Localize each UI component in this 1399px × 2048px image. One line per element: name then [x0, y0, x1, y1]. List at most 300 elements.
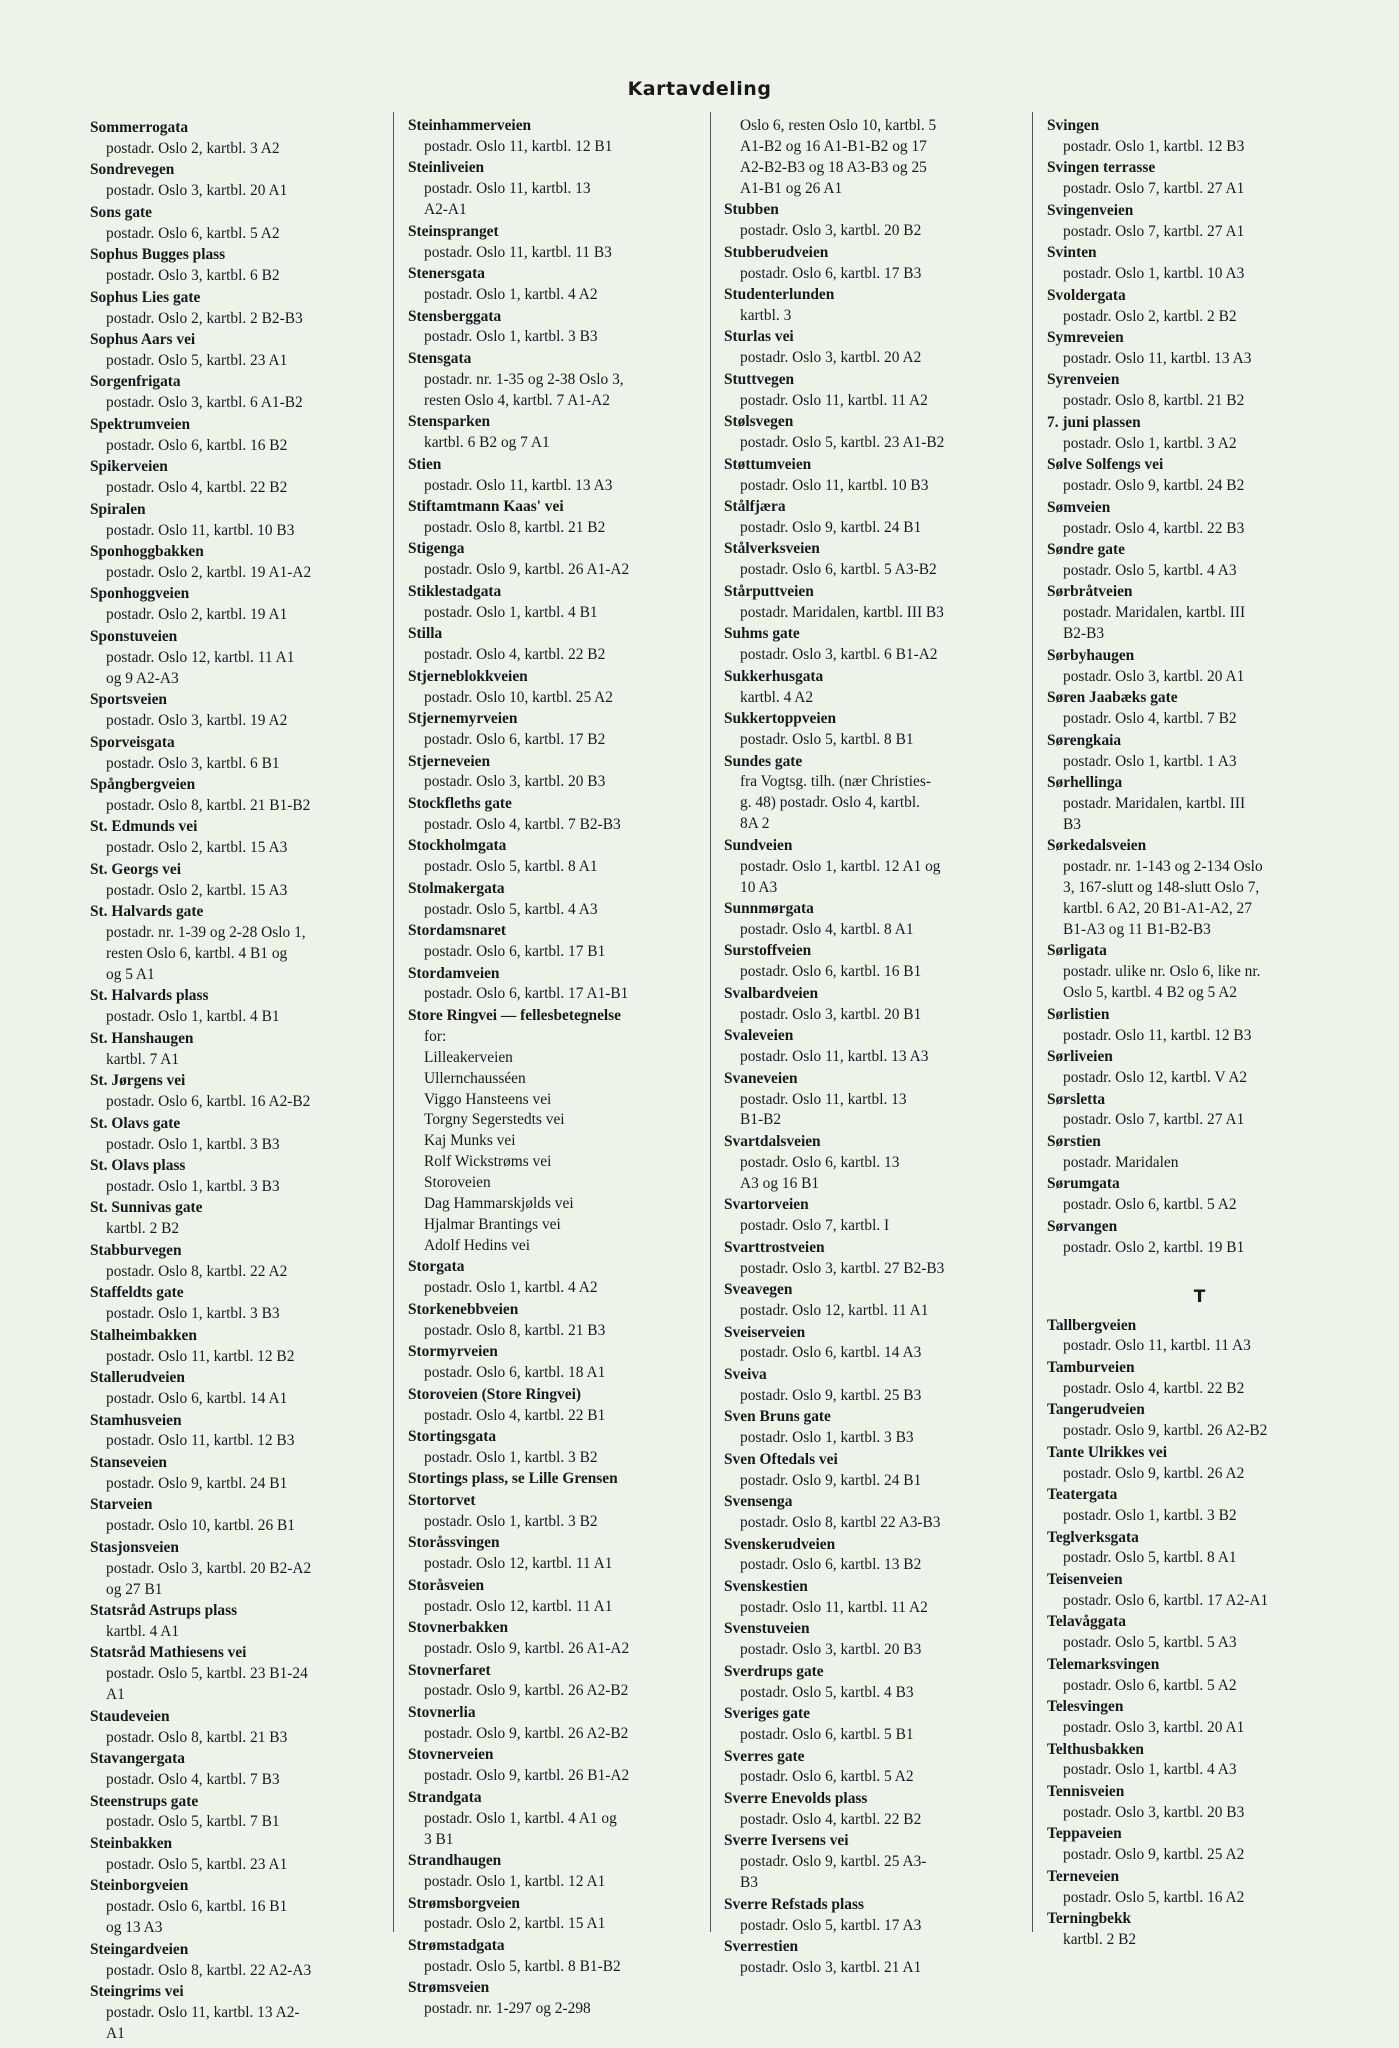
street-address-line: postadr. Oslo 4, kartbl. 22 B2 — [740, 1810, 922, 1828]
street-entry — [1047, 1174, 1352, 1216]
street-entry — [408, 264, 713, 306]
street-entry — [90, 542, 395, 584]
street-address-line: postadr. Maridalen, kartbl. III — [1063, 794, 1246, 812]
street-name: Steingardveien — [90, 1940, 189, 1958]
street-entry — [90, 860, 395, 902]
street-name: Svinten — [1047, 244, 1097, 262]
street-address-line: postadr. Oslo 3, kartbl. 6 B1 — [106, 754, 280, 772]
street-address-line: postadr. Oslo 3, kartbl. 19 A2 — [106, 712, 288, 730]
street-address-line: postadr. Oslo 1, kartbl. 3 B3 — [424, 328, 598, 346]
street-address-line: postadr. Oslo 1, kartbl. 4 B1 — [424, 603, 598, 621]
street-address-line: postadr. Oslo 6, kartbl. 5 B1 — [740, 1726, 914, 1744]
street-name: Stockfleths gate — [408, 794, 512, 812]
street-entry — [1047, 1132, 1352, 1174]
street-address-line: postadr. Oslo 9, kartbl. 26 A2-B2 — [424, 1724, 629, 1742]
street-entry — [1047, 1612, 1352, 1654]
street-address-line: postadr. Oslo 11, kartbl. 11 A3 — [1063, 1337, 1251, 1355]
street-address-line: postadr. Oslo 11, kartbl. 13 A3 — [740, 1048, 929, 1066]
street-address-line: for: — [424, 1027, 447, 1045]
street-address-line: postadr. Oslo 2, kartbl. 2 B2 — [1063, 307, 1237, 325]
street-name: Sundes gate — [724, 752, 803, 770]
page-title: Kartavdeling — [627, 78, 772, 100]
street-name: Sørbyhaugen — [1047, 646, 1135, 664]
street-entry — [724, 370, 1029, 412]
street-name: Stigenga — [408, 540, 465, 558]
street-name: Sophus Aars vei — [90, 331, 196, 349]
street-address-line: kartbl. 3 — [740, 306, 792, 324]
index-column-2 — [408, 116, 713, 2021]
street-entry — [408, 1788, 713, 1851]
street-entry — [724, 1704, 1029, 1746]
street-address-line: postadr. Oslo 6, kartbl. 5 A2 — [106, 224, 280, 242]
street-entry — [1047, 455, 1352, 497]
street-address-line: postadr. Oslo 1, kartbl. 3 B2 — [1063, 1507, 1237, 1525]
street-entry — [1047, 158, 1352, 200]
street-name: Teglverksgata — [1047, 1528, 1139, 1546]
street-address-line: postadr. nr. 1-35 og 2-38 Oslo 3, — [424, 370, 624, 388]
street-entry — [1047, 1782, 1352, 1824]
street-name: Stiftamtmann Kaas' vei — [408, 498, 564, 516]
street-entry — [724, 1195, 1029, 1237]
street-address-line: postadr. Oslo 4, kartbl. 22 B1 — [424, 1406, 606, 1424]
street-address-line: A2-B2-B3 og 18 A3-B3 og 25 — [740, 158, 927, 176]
street-address-line: postadr. Oslo 1, kartbl. 1 A3 — [1063, 752, 1237, 770]
street-entry — [408, 1576, 713, 1618]
street-entry — [90, 372, 395, 414]
street-name: Sukkertoppveien — [724, 710, 837, 728]
street-entry — [1047, 1824, 1352, 1866]
street-address-line: postadr. Oslo 5, kartbl. 4 A3 — [1063, 561, 1237, 579]
street-entry — [1047, 688, 1352, 730]
street-name: Stårputtveien — [724, 582, 814, 600]
street-name: Søren Jaabæks gate — [1047, 689, 1178, 707]
street-address-line: postadr. nr. 1-143 og 2-134 Oslo — [1063, 858, 1263, 876]
column-divider — [1032, 112, 1033, 1932]
street-name: Statsråd Mathiesens vei — [90, 1644, 247, 1662]
street-entry — [408, 455, 713, 497]
street-address-line: 8A 2 — [740, 815, 770, 833]
street-name: Sverres gate — [724, 1747, 805, 1765]
street-name: Stovnerveien — [408, 1746, 494, 1764]
street-name: Svingenveien — [1047, 201, 1134, 219]
street-entry — [90, 1643, 395, 1706]
street-entry — [408, 1661, 713, 1703]
street-address-line: 3, 167-slutt og 148-slutt Oslo 7, — [1063, 879, 1260, 897]
street-entry — [724, 899, 1029, 941]
street-name: Steingrims vei — [90, 1983, 184, 2001]
street-name: Spångbergveien — [90, 776, 196, 793]
street-name: Stensberggata — [408, 307, 502, 325]
street-address-line: B1-A3 og 11 B1-B2-B3 — [1063, 920, 1211, 938]
street-address-line: postadr. Oslo 10, kartbl. 25 A2 — [424, 688, 613, 706]
street-address-line: postadr. Oslo 4, kartbl. 22 B3 — [1063, 519, 1245, 537]
street-entry — [724, 1132, 1029, 1195]
street-address-line: postadr. Oslo 6, kartbl. 17 B2 — [424, 731, 606, 748]
street-address-line: postadr. Oslo 6, kartbl. 17 A1-B1 — [424, 985, 629, 1003]
street-entry — [408, 349, 713, 412]
street-name: Sponhoggbakken — [90, 543, 204, 561]
street-entry — [724, 497, 1029, 539]
street-entry — [408, 1745, 713, 1787]
street-name: Stålfjæra — [724, 498, 786, 516]
street-entry — [408, 1427, 713, 1469]
street-name: Tallbergveien — [1047, 1316, 1137, 1334]
street-address-line: og 27 B1 — [106, 1580, 163, 1598]
street-address-line: A3 og 16 B1 — [740, 1174, 820, 1192]
street-entry — [90, 775, 395, 817]
street-entry — [724, 667, 1029, 709]
street-address-line: postadr. Oslo 3, kartbl. 20 A2 — [740, 349, 922, 367]
street-name: Stubberudveien — [724, 243, 829, 261]
street-address-line: og 13 A3 — [106, 1919, 163, 1937]
street-address-line: postadr. Oslo 6, kartbl. 18 A1 — [424, 1364, 606, 1382]
street-entry — [408, 794, 713, 836]
street-entry — [408, 582, 713, 624]
street-address-line: Kaj Munks vei — [424, 1132, 516, 1150]
street-address-line: B3 — [740, 1874, 758, 1892]
street-entry — [724, 582, 1029, 624]
street-address-line: postadr. Oslo 4, kartbl. 22 B2 — [424, 646, 606, 664]
street-name: St. Edmunds vei — [90, 818, 198, 836]
street-address-line: postadr. Oslo 12, kartbl. 11 A1 — [424, 1555, 613, 1573]
street-entry — [90, 1411, 395, 1453]
street-address-line: postadr. Oslo 4, kartbl. 7 B2-B3 — [424, 815, 621, 833]
street-address-line: postadr. Oslo 3, kartbl. 20 A1 — [1063, 1719, 1245, 1737]
street-entry — [90, 1601, 395, 1643]
street-entry — [1047, 773, 1352, 836]
street-address-line: postadr. Oslo 1, kartbl. 12 A1 og — [740, 857, 941, 875]
street-address-line: postadr. Oslo 6, kartbl. 16 B2 — [106, 436, 288, 454]
street-address-line: postadr. Oslo 5, kartbl. 8 B1-B2 — [424, 1957, 621, 1975]
street-entry — [724, 1492, 1029, 1534]
street-name: Svaneveien — [724, 1069, 798, 1087]
street-address-line: Oslo 6, resten Oslo 10, kartbl. 5 — [740, 117, 937, 134]
street-name: Strømstadgata — [408, 1936, 505, 1954]
street-name: Svaleveien — [724, 1027, 794, 1045]
street-name: Stjerneblokkveien — [408, 667, 528, 685]
street-address-line: postadr. nr. 1-297 og 2-298 — [424, 2000, 591, 2018]
street-name: Tamburveien — [1047, 1358, 1135, 1376]
street-entry — [724, 412, 1029, 454]
street-address-line: postadr. Oslo 3, kartbl. 27 B2-B3 — [740, 1259, 945, 1277]
street-name: Sørbråtveien — [1047, 583, 1133, 601]
street-address-line: postadr. Oslo 9, kartbl. 26 A2 — [1063, 1464, 1245, 1482]
street-name: Strandhaugen — [408, 1852, 502, 1870]
street-name: Storåsveien — [408, 1576, 485, 1594]
street-name: Svingen terrasse — [1047, 159, 1156, 177]
street-entry — [724, 1407, 1029, 1449]
street-name: Sophus Lies gate — [90, 288, 201, 306]
street-entry — [724, 1450, 1029, 1492]
street-name: Stovnerfaret — [408, 1661, 491, 1679]
street-address-line: postadr. Oslo 9, kartbl. 25 A3- — [740, 1853, 927, 1871]
street-entry — [724, 1831, 1029, 1894]
street-address-line: postadr. Oslo 3, kartbl. 20 B3 — [424, 773, 606, 791]
street-name: Stordamsnaret — [408, 922, 507, 940]
street-name: Spikerveien — [90, 458, 168, 476]
street-name: Telemarksvingen — [1047, 1655, 1160, 1673]
street-address-line: postadr. Oslo 9, kartbl. 26 A1-A2 — [424, 561, 630, 579]
street-entry — [724, 116, 1029, 200]
street-name: Sveiva — [724, 1365, 767, 1383]
street-name: Stavangergata — [90, 1750, 185, 1768]
street-name: St. Olavs gate — [90, 1114, 181, 1132]
street-entry — [1047, 1217, 1352, 1259]
street-entry — [408, 879, 713, 921]
street-address-line: postadr. Oslo 1, kartbl. 3 B2 — [424, 1512, 598, 1530]
street-address-line: postadr. Oslo 9, kartbl. 24 B1 — [740, 518, 922, 536]
street-address-line: postadr. Oslo 7, kartbl. 27 A1 — [1063, 180, 1245, 198]
street-address-line: postadr. Oslo 5, kartbl. 17 A3 — [740, 1916, 922, 1934]
street-name: Sørhellinga — [1047, 774, 1123, 791]
street-address-line: postadr. Oslo 6, kartbl. 14 A3 — [740, 1344, 922, 1362]
street-entry — [90, 902, 395, 986]
street-name: Sverre Refstads plass — [724, 1895, 864, 1913]
street-address-line: postadr. Oslo 11, kartbl. 11 A2 — [740, 1598, 928, 1616]
street-entry — [90, 1495, 395, 1537]
street-address-line: postadr. nr. 1-39 og 2-28 Oslo 1, — [106, 924, 306, 942]
street-address-line: postadr. Oslo 11, kartbl. 10 B3 — [106, 521, 295, 539]
street-entry — [408, 1257, 713, 1299]
street-name: Stiklestadgata — [408, 582, 502, 600]
street-entry — [1047, 498, 1352, 540]
street-name: 7. juni plassen — [1047, 413, 1141, 431]
street-name: Sørlistien — [1047, 1005, 1110, 1023]
street-name: Tangerudveien — [1047, 1401, 1145, 1419]
street-address-line: postadr. Oslo 1, kartbl. 3 B3 — [740, 1429, 914, 1447]
street-address-line: postadr. Oslo 5, kartbl. 5 A3 — [1063, 1634, 1237, 1652]
street-name: Sponstuveien — [90, 627, 178, 645]
street-name: Steinspranget — [408, 222, 499, 240]
street-entry — [408, 667, 713, 709]
street-address-line: postadr. Oslo 6, kartbl. 17 B1 — [424, 943, 606, 961]
street-entry — [408, 964, 713, 1006]
street-address-line: postadr. Oslo 1, kartbl. 3 B3 — [106, 1177, 280, 1195]
street-name: Svoldergata — [1047, 286, 1126, 304]
street-entry — [1047, 370, 1352, 412]
street-name: Svartorveien — [724, 1196, 809, 1214]
street-name: Strømsveien — [408, 1979, 490, 1997]
street-address-line: postadr. Oslo 6, kartbl. 5 A2 — [740, 1768, 914, 1786]
street-name: Steinhammerveien — [408, 117, 532, 134]
street-address-line: postadr. Oslo 3, kartbl. 20 B2 — [740, 222, 922, 240]
street-name: Stalheimbakken — [90, 1326, 197, 1344]
street-address-line: postadr. Oslo 9, kartbl. 25 B3 — [740, 1386, 922, 1404]
street-address-line: postadr. Oslo 8, kartbl 22 A3-B3 — [740, 1514, 941, 1532]
street-address-line: Rolf Wickstrøms vei — [424, 1153, 552, 1171]
street-address-line: postadr. Oslo 10, kartbl. 26 B1 — [106, 1517, 295, 1535]
street-address-line: postadr. Oslo 12, kartbl. 11 A1 — [424, 1597, 613, 1615]
street-address-line: postadr. Oslo 11, kartbl. 13 A2- — [106, 2004, 300, 2021]
street-entry — [408, 1618, 713, 1660]
street-entry — [724, 1577, 1029, 1619]
street-name: Sørkedalsveien — [1047, 837, 1147, 855]
street-address-line: A1-B2 og 16 A1-B1-B2 og 17 — [740, 137, 927, 155]
street-name: Sørumgata — [1047, 1175, 1120, 1193]
street-address-line: postadr. Oslo 5, kartbl. 7 B1 — [106, 1813, 280, 1831]
street-name: Tante Ulrikkes vei — [1047, 1443, 1167, 1461]
street-address-line: kartbl. 6 A2, 20 B1-A1-A2, 27 — [1063, 900, 1252, 918]
street-name: Syrenveien — [1047, 371, 1120, 389]
street-address-line: Torgny Segerstedts vei — [424, 1111, 565, 1129]
street-name: Sørsletta — [1047, 1090, 1106, 1108]
street-entry — [1047, 731, 1352, 773]
street-address-line: A2-A1 — [424, 201, 467, 219]
street-entry — [90, 1029, 395, 1071]
street-entry — [90, 690, 395, 732]
street-name: Sommerrogata — [90, 119, 189, 136]
street-entry — [1047, 116, 1352, 158]
street-entry — [1047, 582, 1352, 645]
street-address-line: postadr. Oslo 1, kartbl. 4 A1 og — [424, 1809, 617, 1827]
street-entry — [408, 1385, 713, 1427]
street-name: Terningbekk — [1047, 1910, 1132, 1928]
street-address-line: Hjalmar Brantings vei — [424, 1216, 561, 1233]
street-address-line: postadr. Oslo 1, kartbl. 10 A3 — [1063, 265, 1245, 283]
street-address-line: postadr. Oslo 1, kartbl. 4 B1 — [106, 1008, 280, 1026]
street-name: Svenskerudveien — [724, 1535, 836, 1553]
section-letter-heading: T — [1193, 1286, 1206, 1307]
street-address-line: postadr. Maridalen — [1063, 1153, 1179, 1171]
street-name: Stabburvegen — [90, 1241, 182, 1259]
street-name: Sømveien — [1047, 498, 1111, 516]
street-address-line: og 5 A1 — [106, 965, 155, 983]
street-name: Symreveien — [1047, 329, 1124, 347]
street-name: Sørvangen — [1047, 1217, 1118, 1235]
street-entry — [724, 624, 1029, 666]
street-name: Sverre Iversens vei — [724, 1832, 849, 1850]
street-entry — [724, 285, 1029, 327]
street-name: Steinbakken — [90, 1834, 173, 1852]
street-name: Svenstuveien — [724, 1620, 810, 1638]
street-address-line: postadr. Oslo 11, kartbl. 13 A3 — [424, 476, 613, 494]
street-entry — [90, 986, 395, 1028]
street-address-line: postadr. ulike nr. Oslo 6, like nr. — [1063, 963, 1261, 981]
street-name: Sunnmørgata — [724, 900, 814, 918]
street-name: Sorgenfrigata — [90, 373, 181, 391]
street-address-line: postadr. Oslo 2, kartbl. 19 B1 — [1063, 1238, 1245, 1256]
street-entry — [408, 624, 713, 666]
street-address-line: postadr. Oslo 1, kartbl. 12 B3 — [1063, 137, 1245, 155]
street-name: St. Olavs plass — [90, 1157, 186, 1175]
street-name: Stjerneveien — [408, 752, 491, 770]
street-address-line: kartbl. 4 A1 — [106, 1622, 180, 1640]
street-name: Stjernemyrveien — [408, 710, 518, 728]
street-name: Steinborgveien — [90, 1877, 189, 1895]
street-address-line: B2-B3 — [1063, 625, 1105, 643]
street-address-line: 10 A3 — [740, 878, 778, 896]
street-entry — [90, 627, 395, 690]
street-name: Sven Oftedals vei — [724, 1450, 838, 1468]
street-address-line: kartbl. 2 B2 — [1063, 1931, 1137, 1949]
street-entry — [90, 245, 395, 287]
street-entry — [724, 1238, 1029, 1280]
street-name: Svingen — [1047, 117, 1100, 134]
street-name: St. Halvards gate — [90, 903, 204, 921]
street-address-line: postadr. Oslo 9, kartbl. 26 A1-A2 — [424, 1640, 630, 1658]
street-entry — [90, 1156, 395, 1198]
street-name: Telthusbakken — [1047, 1740, 1144, 1758]
street-address-line: postadr. Oslo 8, kartbl. 22 A2 — [106, 1262, 288, 1280]
street-entry — [1047, 1740, 1352, 1782]
street-name: Telavåggata — [1047, 1613, 1126, 1631]
street-name: Studenterlunden — [724, 286, 835, 304]
street-entry — [90, 1749, 395, 1791]
street-entry — [90, 500, 395, 542]
street-address-line: postadr. Oslo 3, kartbl. 21 A1 — [740, 1959, 922, 1976]
street-entry — [408, 1469, 713, 1490]
street-entry — [408, 1936, 713, 1978]
street-entry — [724, 327, 1029, 369]
index-column-4 — [1047, 116, 1352, 1952]
street-address-line: B3 — [1063, 815, 1081, 833]
street-entry — [90, 1538, 395, 1601]
street-address-line: Dag Hammarskjølds vei — [424, 1195, 574, 1213]
street-entry — [1047, 1570, 1352, 1612]
street-name: Sveiserveien — [724, 1323, 806, 1341]
street-entry — [90, 288, 395, 330]
street-address-line: postadr. Oslo 8, kartbl. 21 B3 — [106, 1728, 288, 1746]
street-entry — [90, 817, 395, 859]
street-entry — [724, 455, 1029, 497]
street-address-line: postadr. Oslo 5, kartbl. 8 B1 — [740, 731, 914, 748]
street-address-line: postadr. Oslo 11, kartbl. 12 B3 — [106, 1432, 295, 1450]
street-entry — [90, 1982, 395, 2045]
street-name: St. Georgs vei — [90, 860, 182, 878]
street-entry — [90, 1792, 395, 1834]
street-entry — [408, 1533, 713, 1575]
street-name: Stortorvet — [408, 1491, 476, 1509]
street-name: Svalbardveien — [724, 984, 819, 1002]
street-entry — [724, 539, 1029, 581]
street-name: Stølsvegen — [724, 413, 794, 431]
street-address-line: B1-B2 — [740, 1111, 782, 1129]
street-entry — [408, 1491, 713, 1533]
street-address-line: postadr. Oslo 1, kartbl. 3 B2 — [424, 1448, 598, 1466]
street-address-line: postadr. Oslo 5, kartbl. 8 A1 — [424, 858, 598, 876]
street-entry — [1047, 413, 1352, 455]
street-entry — [90, 1876, 395, 1939]
street-entry — [90, 1707, 395, 1749]
street-name: Stortings plass, se Lille Grensen — [408, 1470, 618, 1488]
street-name: Sørligata — [1047, 942, 1107, 960]
street-name: Stortingsgata — [408, 1428, 497, 1446]
street-address-line: postadr. Oslo 3, kartbl. 6 A1-B2 — [106, 394, 303, 412]
street-name: Sons gate — [90, 203, 152, 221]
street-address-line: postadr. Oslo 4, kartbl. 7 B3 — [106, 1771, 280, 1789]
street-name: Stenersgata — [408, 265, 485, 283]
street-entry — [408, 1894, 713, 1936]
street-name: Storkenebbveien — [408, 1300, 519, 1318]
street-name: Stilla — [408, 625, 443, 643]
street-name: Stensparken — [408, 413, 491, 431]
street-name: Storoveien (Store Ringvei) — [408, 1385, 581, 1403]
street-address-line: Adolf Hedins vei — [424, 1236, 531, 1254]
street-address-line: postadr. Oslo 11, kartbl. 10 B3 — [740, 476, 929, 494]
street-entry — [408, 1006, 713, 1257]
street-name: Søndre gate — [1047, 541, 1125, 559]
street-name: Stubben — [724, 201, 779, 219]
street-entry — [408, 158, 713, 221]
street-name: Sukkerhusgata — [724, 667, 824, 685]
street-address-line: g. 48) postadr. Oslo 4, kartbl. — [740, 794, 920, 812]
street-entry — [724, 200, 1029, 242]
street-address-line: postadr. Oslo 12, kartbl. V A2 — [1063, 1069, 1248, 1087]
street-address-line: postadr. Maridalen, kartbl. III B3 — [740, 603, 944, 621]
street-address-line: A1 — [106, 1686, 125, 1704]
street-entry — [90, 457, 395, 499]
street-entry — [1047, 1316, 1352, 1358]
